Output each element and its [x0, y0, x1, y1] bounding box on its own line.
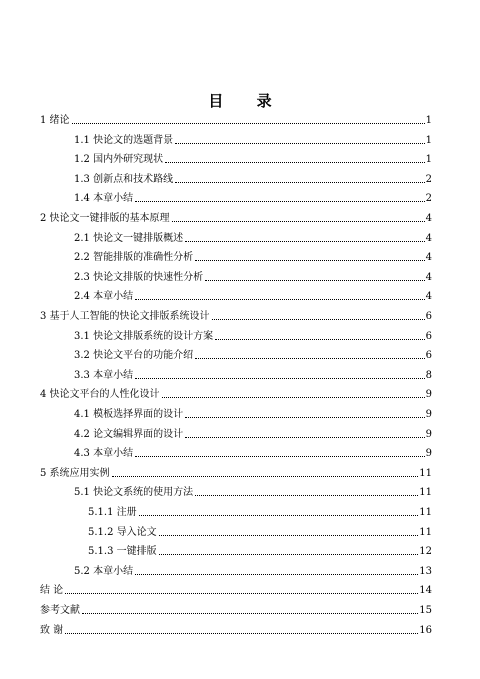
toc-entry[interactable] — [74, 402, 432, 421]
toc-entry-label: 2 快论文一键排版的基本原理 — [40, 213, 170, 224]
toc-entry-label: 2.2 智能排版的准确性分析 — [74, 252, 194, 264]
toc-entry-page-number: 11 — [419, 526, 432, 538]
toc-entry-page-number: 1 — [425, 154, 432, 166]
toc-dot-leader — [172, 221, 425, 222]
toc-entry-label: 2.4 本章小结 — [74, 291, 134, 303]
toc-dot-leader — [135, 456, 425, 457]
toc-entry[interactable] — [74, 226, 432, 245]
toc-entry-page-number: 4 — [425, 271, 432, 283]
toc-entry-label: 4.3 本章小结 — [74, 448, 134, 460]
toc-entry-label: 5.1.3 一键排版 — [88, 546, 157, 558]
toc-entry[interactable] — [74, 422, 432, 441]
toc-dot-leader — [195, 260, 425, 261]
toc-dot-leader — [112, 476, 419, 477]
toc-entry-label: 1.2 国内外研究现状 — [74, 154, 164, 166]
toc-entry-label: 5 系统应用实例 — [40, 467, 110, 479]
toc-entry[interactable] — [74, 441, 432, 460]
toc-entry-label: 5.1 快论文系统的使用方法 — [74, 487, 194, 499]
toc-entry-page-number: 6 — [425, 330, 432, 342]
toc-entry-label: 结 论 — [40, 585, 64, 597]
toc-entry[interactable] — [88, 520, 432, 539]
toc-entry-page-number: 14 — [419, 585, 432, 597]
toc-entry[interactable] — [40, 206, 432, 225]
toc-entry-label: 1 绪论 — [40, 115, 70, 126]
toc-entry-label: 4.1 模板选择界面的设计 — [74, 409, 184, 420]
toc-entry-label: 致 谢 — [40, 624, 64, 636]
toc-dot-leader — [215, 339, 425, 340]
toc-entry-label: 3.2 快论文平台的功能介绍 — [74, 350, 194, 362]
toc-entry-page-number: 16 — [419, 624, 432, 636]
toc-dot-leader — [162, 397, 425, 398]
toc-dot-leader — [135, 378, 425, 379]
toc-dot-leader — [65, 593, 418, 594]
toc-entry[interactable] — [74, 265, 432, 284]
toc-dot-leader — [72, 123, 425, 124]
toc-dot-leader — [175, 143, 425, 144]
toc-entry-page-number: 11 — [419, 507, 432, 518]
toc-dot-leader — [195, 495, 418, 496]
toc-title: 目 录 — [208, 92, 286, 110]
toc-entry-label: 2.1 快论文一键排版概述 — [74, 232, 184, 244]
toc-entry[interactable] — [74, 343, 432, 362]
toc-entry-label: 4 快论文平台的人性化设计 — [40, 389, 160, 401]
toc-entry[interactable] — [40, 108, 432, 127]
toc-entry-label: 1.1 快论文的选题背景 — [74, 134, 174, 146]
toc-entry[interactable] — [40, 461, 432, 480]
toc-entry[interactable] — [74, 186, 432, 205]
toc-entry[interactable] — [74, 128, 432, 147]
toc-dot-leader — [185, 417, 425, 418]
toc-entry[interactable] — [74, 324, 432, 343]
toc-entry-page-number: 13 — [419, 565, 432, 577]
toc-entry[interactable] — [74, 363, 432, 382]
toc-entry[interactable] — [40, 618, 432, 637]
toc-entry[interactable] — [74, 480, 432, 499]
toc-dot-leader — [65, 633, 418, 634]
toc-entry-page-number: 9 — [425, 409, 432, 420]
toc-dot-leader — [165, 162, 425, 163]
toc-entry-label: 1.3 创新点和技术路线 — [74, 173, 174, 185]
toc-entry-page-number: 11 — [419, 467, 432, 479]
toc-dot-leader — [159, 554, 419, 555]
toc-entry-page-number: 11 — [419, 487, 432, 499]
toc-entry-page-number: 2 — [425, 173, 432, 185]
toc-dot-leader — [175, 182, 425, 183]
toc-entry-page-number: 8 — [425, 369, 432, 381]
toc-dot-leader — [205, 280, 425, 281]
toc-entry[interactable] — [74, 167, 432, 186]
toc-entry[interactable] — [74, 559, 432, 578]
toc-entry-page-number: 9 — [425, 448, 432, 460]
toc-entry[interactable] — [40, 304, 432, 323]
toc-entry-label: 1.4 本章小结 — [74, 193, 134, 205]
toc-entry-page-number: 4 — [425, 232, 432, 244]
toc-entry-page-number: 2 — [425, 193, 432, 205]
toc-entry-page-number: 4 — [425, 252, 432, 264]
toc-entry-label: 3.1 快论文排版系统的设计方案 — [74, 330, 214, 342]
toc-entry-page-number: 9 — [425, 389, 432, 401]
toc-entry-label: 3 基于人工智能的快论文排版系统设计 — [40, 311, 210, 322]
toc-dot-leader — [185, 241, 425, 242]
toc-entry[interactable] — [88, 500, 432, 519]
toc-entry[interactable] — [40, 382, 432, 401]
toc-entry-label: 5.2 本章小结 — [74, 565, 134, 577]
toc-dot-leader — [139, 515, 419, 516]
toc-dot-leader — [135, 201, 425, 202]
toc-entry[interactable] — [74, 147, 432, 166]
toc-entry-page-number: 9 — [425, 428, 432, 440]
toc-entry-label: 4.2 论文编辑界面的设计 — [74, 428, 184, 440]
toc-entry-page-number: 6 — [425, 311, 432, 322]
toc-entry-label: 2.3 快论文排版的快速性分析 — [74, 271, 204, 283]
toc-entry[interactable] — [74, 284, 432, 303]
toc-entry[interactable] — [74, 245, 432, 264]
toc-entry-page-number: 15 — [419, 605, 432, 616]
toc-dot-leader — [82, 613, 418, 614]
toc-entry-label: 3.3 本章小结 — [74, 369, 134, 381]
toc-entry[interactable] — [40, 598, 432, 617]
toc-entry-label: 5.1.2 导入论文 — [88, 526, 157, 538]
toc-entry[interactable] — [88, 539, 432, 558]
toc-dot-leader — [185, 437, 425, 438]
toc-entry-page-number: 6 — [425, 350, 432, 362]
toc-entry-page-number: 1 — [425, 134, 432, 146]
toc-dot-leader — [159, 535, 419, 536]
toc-entry-label: 5.1.1 注册 — [88, 507, 137, 518]
toc-dot-leader — [135, 299, 425, 300]
toc-entry[interactable] — [40, 578, 432, 597]
toc-entry-page-number: 12 — [419, 546, 432, 558]
toc-dot-leader — [195, 358, 425, 359]
toc-entry-page-number: 4 — [425, 291, 432, 303]
toc-entry-page-number: 1 — [425, 115, 432, 126]
toc-dot-leader — [212, 319, 425, 320]
toc-dot-leader — [135, 574, 418, 575]
toc-entry-label: 参考文献 — [40, 605, 80, 616]
toc-entry-page-number: 4 — [425, 213, 432, 224]
